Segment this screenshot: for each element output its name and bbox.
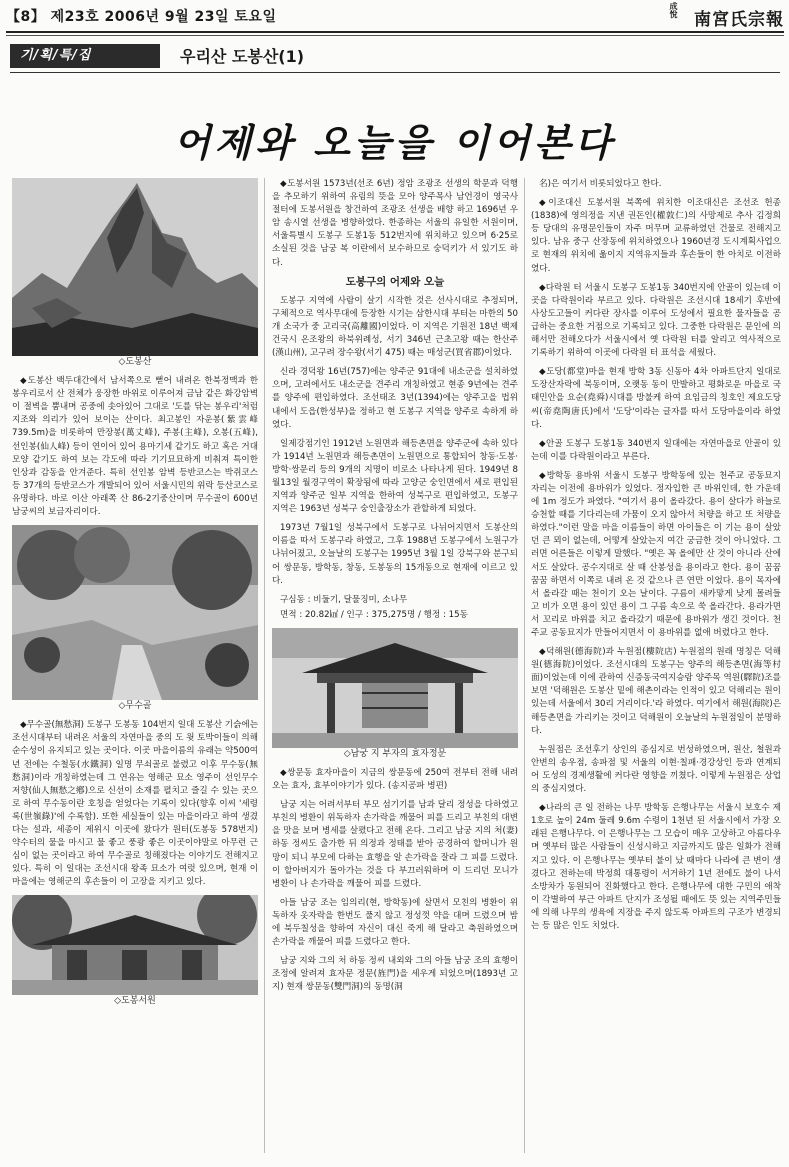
paper-name: 南宮氏宗報 <box>694 10 784 30</box>
photo-musugol <box>12 525 258 700</box>
article-paragraph: 1973년 7월1일 성북구에서 도봉구로 나뉘어지면서 도봉산의 이름을 따서 도봉구라 하였고, 그후 1988년 도봉구에서 노원구가 나뉘어졌고, 오늘날의 도봉구는 1995년 3월 1일 강북구와 분구되어 쌍문동, 방학동, 창동, 도봉동의 15개동으로 현재에 이르고 있다. <box>272 523 518 586</box>
article-paragraph: ◆다락원 터 서울시 도봉구 도봉1동 340번지에 안골이 있는데 이곳을 다락원이라 부르고 있다. 다락원은 조선시대 18세기 후반에 사상도고들이 커다란 장사를 이루어 도성에서 필요한 물자들을 공급하는 중요한 거점으로 기록되고 있다. 그중한 다락원은 문인에 의해서만 전해오다가 서울시에서 옛 다락원 터를 알리고 역사적으로 기록하기 위하여 이곳에 다락원 터 표석을 세웠다. <box>531 282 781 359</box>
column-divider <box>264 178 265 1153</box>
district-stats <box>272 594 518 622</box>
article-paragraph: 신라 경덕왕 16년(757)에는 양주군 91대에 내소군을 설치하였으며, 고려에서도 내소군을 견주리 개칭하였고 현종 9년에는 견주를 양주에 편입하였다. 조선태조 3년(1394)에는 양주고을 법위 내에서 도읍(한성부)을 정하고 현 도봉구 지역을 양주로 속하게 하였다. <box>272 367 518 430</box>
issue-line: 【8】 제23호 2006년 9월 23일 토요일 <box>6 9 277 25</box>
photo-dobongsan <box>12 178 258 356</box>
photo-hyoja-gate <box>272 628 518 748</box>
article-paragraph: ◆무수골(無愁洞) 도봉구 도봉동 104번지 일대 도봉산 기슭에는 조선시대부터 내려온 서울의 자연마을 중의 도 윗 토박이들이 의해 순수성이 유지되고 있는 곳이다. 이곳 마을이름의 유래는 약500여년 전에는 수철동(水鐵洞) 일명 무쇠골로 불렸고 이후 무수동(無愁洞)이라 개칭하였는데 그 연유는 영해군 묘소 영주이 선인무수저향(仙人無愁之鄕)으로 신선이 소재를 펼치고 즐길 수 있는 곳으로 하여 무수동이란 호칭을 얻었다는 기록이 있다(향후 이씨 '세령록(世嶺錄)'에 수록함). 또한 세실들이 있는 마을이라고 하여 생겼다는 설과, 세종이 제위시 이곳에 왔다가 원터(도봉동 578번지) 약수터의 물을 마시고 물 좋고 풍광 좋은 이곳이야말로 아무런 근심이 없는 곳이라고 하여 무수골로 칭해졌다는 이야기도 전해지고 있다. 특히 이 일대는 조선시대 왕족 묘소가 여럿 있으며, 현재 이 마을에는 영해군의 후손들이 이 고장을 지키고 있다. <box>12 720 258 888</box>
article-paragraph: ◆도봉산 백두대간에서 남서쪽으로 뻗어 내려온 한북정맥과 한 봉우리로서 산 전체가 웅장한 바위로 이루어져 금남 같은 화강암벽이 절벽을 뿜내며 공중에 솟아있어 그대로 '도를 닦는 봉우리'처럼 지조와 의리가 있어 보이는 산이다. 최고봉인 자운봉(紫雲峰 739.5m)을 비롯하여 만장봉(萬丈峰), 주봉(主峰), 오봉(五峰), 선인봉(仙人峰) 등이 연이어 있어 용마기세 같기도 하고 혹은 거대모양 같기도 하여 보는 각도에 따라 기기묘묘하게 비춰져 특이한 인상과 감동을 안겨준다. 특히 선인봉 암벽 등반코스는 박쥐코스 등 37개의 등반코스가 개발되어 있어 서울시민의 위락 등산코스로 유명하다. 바로 이산 아래쪽 산 86-2기중산이며 무수골이 600년 남궁씨의 보금자리이다. <box>12 376 258 518</box>
article-paragraph: ◆방학동 용바위 서울시 도봉구 방학동에 있는 천주교 공동묘지 자리는 이전에 용바위가 있었다. 정자입한 큰 바위인데, 한 가운데에 1m 정도가 파였다. "여기서 용이 올라갔다. 용이 살다가 하늘로 승천할 때를 기다리는데 가뭄이 오지 않아서 처량을 하고 또 처량을 하였다."이런 말을 마을 이름들이 하면 아이들은 이 기는 용이 살았던 큰 뫼이 없는데, 어떻게 살았는지 여간 궁금한 것이 아니었다. 그러면 어른들은 이렇게 말했다. "옛은 꼭 올에만 산 것이 아니라 산에서도 살았다. 공수지대로 살 때 산봉성을 용이라고 한다. 용이 꿈꿈꿈꿈 하면서 이쪽로 내려 온 것 같으나 큰 연만 이었다. 용이 목자에서 올라갈 때는 천이기 오는 날이다. 구름이 새카맣게 낮게 몰려들고 비가 오면 용이 있던 용이 그 구름 속으로 쑥 올라간다. 용라가면서 꼬리로 바위를 치고 올라갔기 때문에 용바위가 생긴 것이다. 천주교 공동묘지가 만들어지면서 이 용바위를 없애 버렸다고 한다. <box>531 470 781 638</box>
article-paragraph: 남궁 지와 그의 처 하동 정씨 내외와 그의 아들 남궁 조의 효행이 조정에 알려져 효자문 정문(旌門)을 세우게 되었으며(1893년 고지) 현재 쌍문동(雙門洞)의 동명(洞 <box>272 956 518 993</box>
masthead-rule-thin <box>6 35 784 36</box>
article-paragraph: ◆안골 도봉구 도봉1동 340번지 일대에는 자연마을로 안골이 있는데 이를 다락원이라고 부른다. <box>531 438 781 462</box>
article-paragraph: 도봉구 지역에 사람이 살기 시작한 것은 선사시대로 추정되며, 구체적으로 역사무대에 등장한 시기는 삼한시대 부터는 마한의 50개 소국가 중 고리국(高離國)이었다. 이 지역은 기원전 18년 백제건국시 온조왕의 하북위례성, 서기 346년 근초고왕 때는 한산주(漢山州), 고구려 장수왕(서기 475) 때는 매성군(買省郡)이었다. <box>272 295 518 359</box>
photo-caption: ◇도봉산 <box>118 357 152 367</box>
article-paragraph: ◆도당(都堂)마을 현재 방학 3동 신동아 4차 아파트단지 일대로 도장산자락에 북동이며, 오랫동 동이 만발하고 평화로운 마을로 국태민안을 요순(堯舜)시대를 방불케 하여 요임금의 칭호인 제요도당씨(帝堯陶唐氏)에서 '도당'이라는 글자를 따서 도당마을이라 하였다. <box>531 367 781 430</box>
section-subhead: 도봉구의 어제와 오늘 <box>345 275 445 288</box>
article-paragraph: 남궁 지는 어려서부터 부모 섬기기를 남과 달리 정성을 다하였고 부친의 병환이 위독하자 손가락을 깨물어 피를 드리고 부친의 대변을 맛을 보며 병세를 살폈다고 전해 온다. 그리고 남궁 지의 처(妻) 하동 정씨도 출가한 뒤 의정과 정태를 받아 공경하여 할머니가 원망이 되니 부모에 다하는 효행을 알 손가락을 잘라 그 피를 드렸다. 이 할아버지가 돌아가는 것을 다 부끄러워하며 이 드리던 모니가 병환이 나 손가락을 깨물어 피를 드렸다. <box>272 800 518 889</box>
photo-caption: ◇도봉서원 <box>114 996 156 1007</box>
paper-sub-mark: 成悅 <box>669 2 679 18</box>
series-title: 우리산 도봉산(1) <box>180 47 305 66</box>
article-paragraph: ◆쌍문동 효자마을이 지금의 쌍문동에 250여 전부터 전해 내려오는 효자, 효부이야기가 있다. (송지공파 병편) <box>272 768 518 792</box>
series-rule <box>10 72 780 73</box>
article-paragraph: 名)은 여기서 비롯되었다고 한다. <box>539 179 662 189</box>
article-paragraph: ◆덕해원(德海院)과 누원점(樓院店) 누원점의 원래 명칭은 덕해원(德海院)이었다. 조선시대의 도봉구는 양주의 해등촌면(海等村面)이었는데 이에 관하여 신증동국여지승람 양주목 역원(驛院)조를 보면 '덕해원은 도봉산 밑에 해촌이라는 인적이 있고 덕해리는 원이 있는데 서울에서 30리 거리이다.'라 하였다. 여기에서 해원(海院)은 해등촌면을 가리키는 것이고 덕해원이 오늘날의 누원점일이 분명하다. <box>531 647 781 736</box>
article-paragraph: ◆나라의 큰 일 전하는 나무 방학동 은행나무는 서울시 보호수 제1호로 높이 24m 둘레 9.6m 수령이 1천년 된 서울시에서 가장 오래된 은행나무다. 이 은행나무는 그 모습이 매우 고상하고 아름다우며 옛부터 많은 사람들이 신성시하고 지금까지도 많은 일화가 전해지고 있다. 이 은행나무는 옛부터 불이 났 때마다 나라에 큰 변이 생겼다고 전하는데 박정희 대통령이 서거하기 1년 전에도 불이 나서 소방차가 동원되어 진화했다고 한다. 은행나무에 대한 구민의 애착이 각별하여 부근 아파트 단지가 조성될 때에도 뜻 있는 지역주민들에 의해 나무의 생육에 지장을 주지 않도록 아파트의 구조가 변경되는 등 많은 인도 치었다. <box>531 803 781 931</box>
masthead <box>6 2 784 30</box>
article-paragraph: ◆도봉서원 1573년(선조 6년) 정암 조광조 선생의 학문과 덕행을 추모하기 위하여 유림의 뜻을 모아 양주목사 남언경이 영국사 절터에 도봉서원을 창건하여 조광조 선생을 배향 하고 1696년 우암 송시열 선생을 병향하였다. 한종하는 서울의 유일한 서원이며, 서울특별시 도봉구 도봉1동 512번지에 위치하고 있으며 6·25로 소실된 것을 남궁 복 이란에서 보수하므로 숭덕키가 서 있기도 하다. <box>272 179 518 268</box>
photo-dobongseowon <box>12 895 258 995</box>
stats-area: 면적 : 20.82㎢ / 인구 : 375,275명 / 행정 : 15동 <box>280 609 468 620</box>
column-3 <box>531 178 781 939</box>
series-badge: 기/획/특/집 <box>10 44 160 68</box>
article-paragraph: 일제강점기인 1912년 노원면과 해등촌면을 양주군에 속하 있다가 1914년 노원면과 해등촌면이 노원면으로 통합되어 창동·도봉·방학·쌍문리 등의 9개의 지명이 비로소 나타나게 된다. 1949년 8월13일 월경구역이 확장됨에 따라 고양군 숭인면에서 세로 편입된 지역과 양주군 일부 지역을 한하여 성북구로 편입하였고, 도봉구 지역은 1963년 성북구 숭인출장소가 관할하게 되었다. <box>272 438 518 515</box>
article-paragraph: 아들 남궁 조는 임의리(현, 방학동)에 살면서 모친의 병환이 위독하자 옷자락을 한번도 풀지 않고 정성껏 약을 대며 드렸으며 밤에 북두칠성을 향하여 자신이 대신 죽게 해 달라고 축원하였으며 손가락을 깨물어 피를 드렸다고 한다. <box>272 897 518 948</box>
column-1 <box>12 178 258 1015</box>
column-2 <box>272 178 518 1001</box>
headline: 어제와 오늘을 이어본다 <box>173 120 616 165</box>
masthead-rule <box>6 31 784 33</box>
photo-caption: ◇남궁 지 부자의 효자정문 <box>343 748 447 759</box>
photo-caption: ◇무수골 <box>118 701 152 712</box>
article-paragraph: 누원점은 조선후기 상인의 종심지로 번성하였으며, 원산, 철원과 안변의 송우점, 송파점 및 서울의 이현·칠패·경강상인 등과 연계되어 도성의 경제생활에 커다란 영향을 끼쳤다. 이렇게 누원점은 상업의 중심지였다. <box>531 744 781 795</box>
stats-symbols: 구심동 : 비둘기, 달물징미, 소나무 <box>280 594 408 605</box>
article-paragraph: ◆이조대신 도봉서원 북쪽에 위치한 이조대신은 조선조 헌종(1838)에 영의정을 지낸 권돈인(權敦仁)의 사망제로 추사 김정희 등 당대의 유명문인들이 자주 머무며 교류하였던 건물로 전해지고 있다. 남유 중구 산장동에 위치하였으나 1960년경 도시계획사업으로 현재의 위치에 옮이지 지역유지들과 후손들이 한 아치로 이전하였다. <box>531 198 781 274</box>
column-divider <box>524 178 525 1153</box>
